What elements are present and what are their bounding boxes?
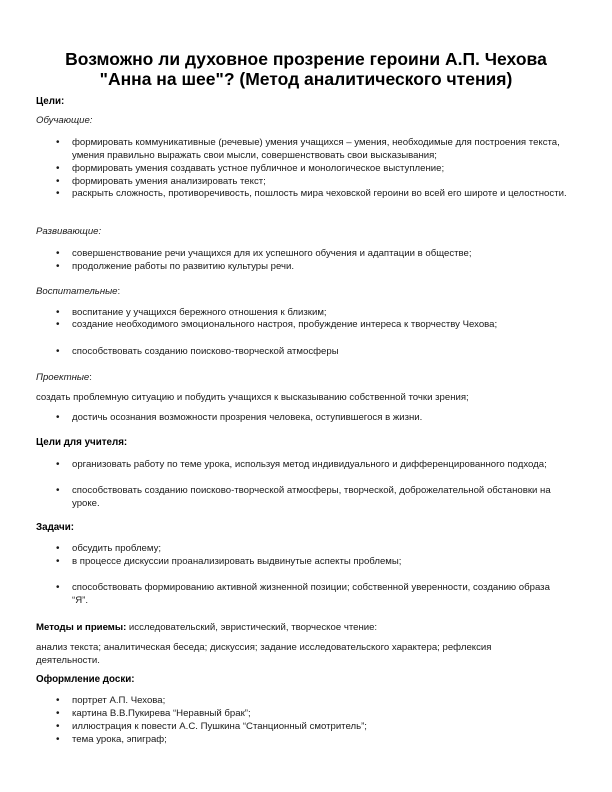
list-item: • формировать умения анализировать текст; bbox=[72, 175, 567, 188]
list-item: • картина В.В.Пукирева “Неравный брак”; bbox=[72, 707, 567, 720]
developing-label: Развивающие: bbox=[36, 226, 102, 237]
list-item: • продолжение работы по развитию культуры речи. bbox=[72, 260, 567, 273]
list-item: • иллюстрация к повести А.С. Пушкина “Станционный смотритель”; bbox=[72, 720, 567, 733]
project-label: Проектные: bbox=[36, 372, 92, 383]
list-item: • достичь осознания возможности прозрения человека, оступившегося в жизни. bbox=[72, 411, 567, 424]
list-item: • способствовать созданию поисково-творческой атмосферы bbox=[72, 345, 567, 358]
title-line-2: "Анна на шее"? (Метод аналитического чтения) bbox=[99, 69, 513, 89]
teaching-label: Обучающие: bbox=[36, 115, 93, 126]
list-item: • воспитание у учащихся бережного отношения к близким; bbox=[72, 306, 567, 319]
methods-paragraph: Методы и приемы: исследовательский, эвристический, творческое чтение: bbox=[36, 622, 378, 633]
list-item: • портрет А.П. Чехова; bbox=[72, 694, 567, 707]
board-heading: Оформление доски: bbox=[36, 674, 135, 685]
tasks-heading: Задачи: bbox=[36, 522, 74, 533]
list-item: • создание необходимого эмоционального настроя, пробуждение интереса к творчеству Чехова; bbox=[72, 318, 567, 331]
list-item: • способствовать созданию поисково-творческой атмосферы, творческой, доброжелательной обстановки на уроке. bbox=[72, 484, 567, 510]
project-text: создать проблемную ситуацию и побудить учащихся к высказыванию собственной точки зрения; bbox=[36, 392, 469, 403]
goals-heading: Цели: bbox=[36, 96, 65, 107]
list-item: • организовать работу по теме урока, используя метод индивидуального и дифференцированного подхода; bbox=[72, 458, 567, 471]
teacher-goals-heading: Цели для учителя: bbox=[36, 437, 128, 448]
list-item: • в процессе дискуссии проанализировать выдвинутые аспекты проблемы; bbox=[72, 555, 567, 568]
list-item: • обсудить проблему; bbox=[72, 542, 567, 555]
list-item: • формировать коммуникативные (речевые) умения учащихся – умения, необходимые для построения текста, умения правильно выражать свои мысли, совершенствовать свои высказывания; bbox=[72, 136, 567, 162]
list-item: • тема урока, эпиграф; bbox=[72, 733, 567, 746]
methods-list-text: анализ текста; аналитическая беседа; дискуссия; задание исследовательского характера; рефлексия деятельности. bbox=[36, 642, 492, 666]
educational-label: Воспитательные: bbox=[36, 286, 121, 297]
title-line-1: Возможно ли духовное прозрение героини А.П. Чехова bbox=[65, 49, 547, 69]
list-item: • формировать умения создавать устное публичное и монологическое выступление; bbox=[72, 162, 567, 175]
list-item: • совершенствование речи учащихся для их успешного обучения и адаптации в обществе; bbox=[72, 247, 567, 260]
list-item: • способствовать формированию активной жизненной позиции; собственной уверенности, созданию образа “Я”. bbox=[72, 581, 567, 607]
list-item: • раскрыть сложность, противоречивость, пошлость мира чеховской героини во всей его широте и целостности. bbox=[72, 187, 567, 200]
